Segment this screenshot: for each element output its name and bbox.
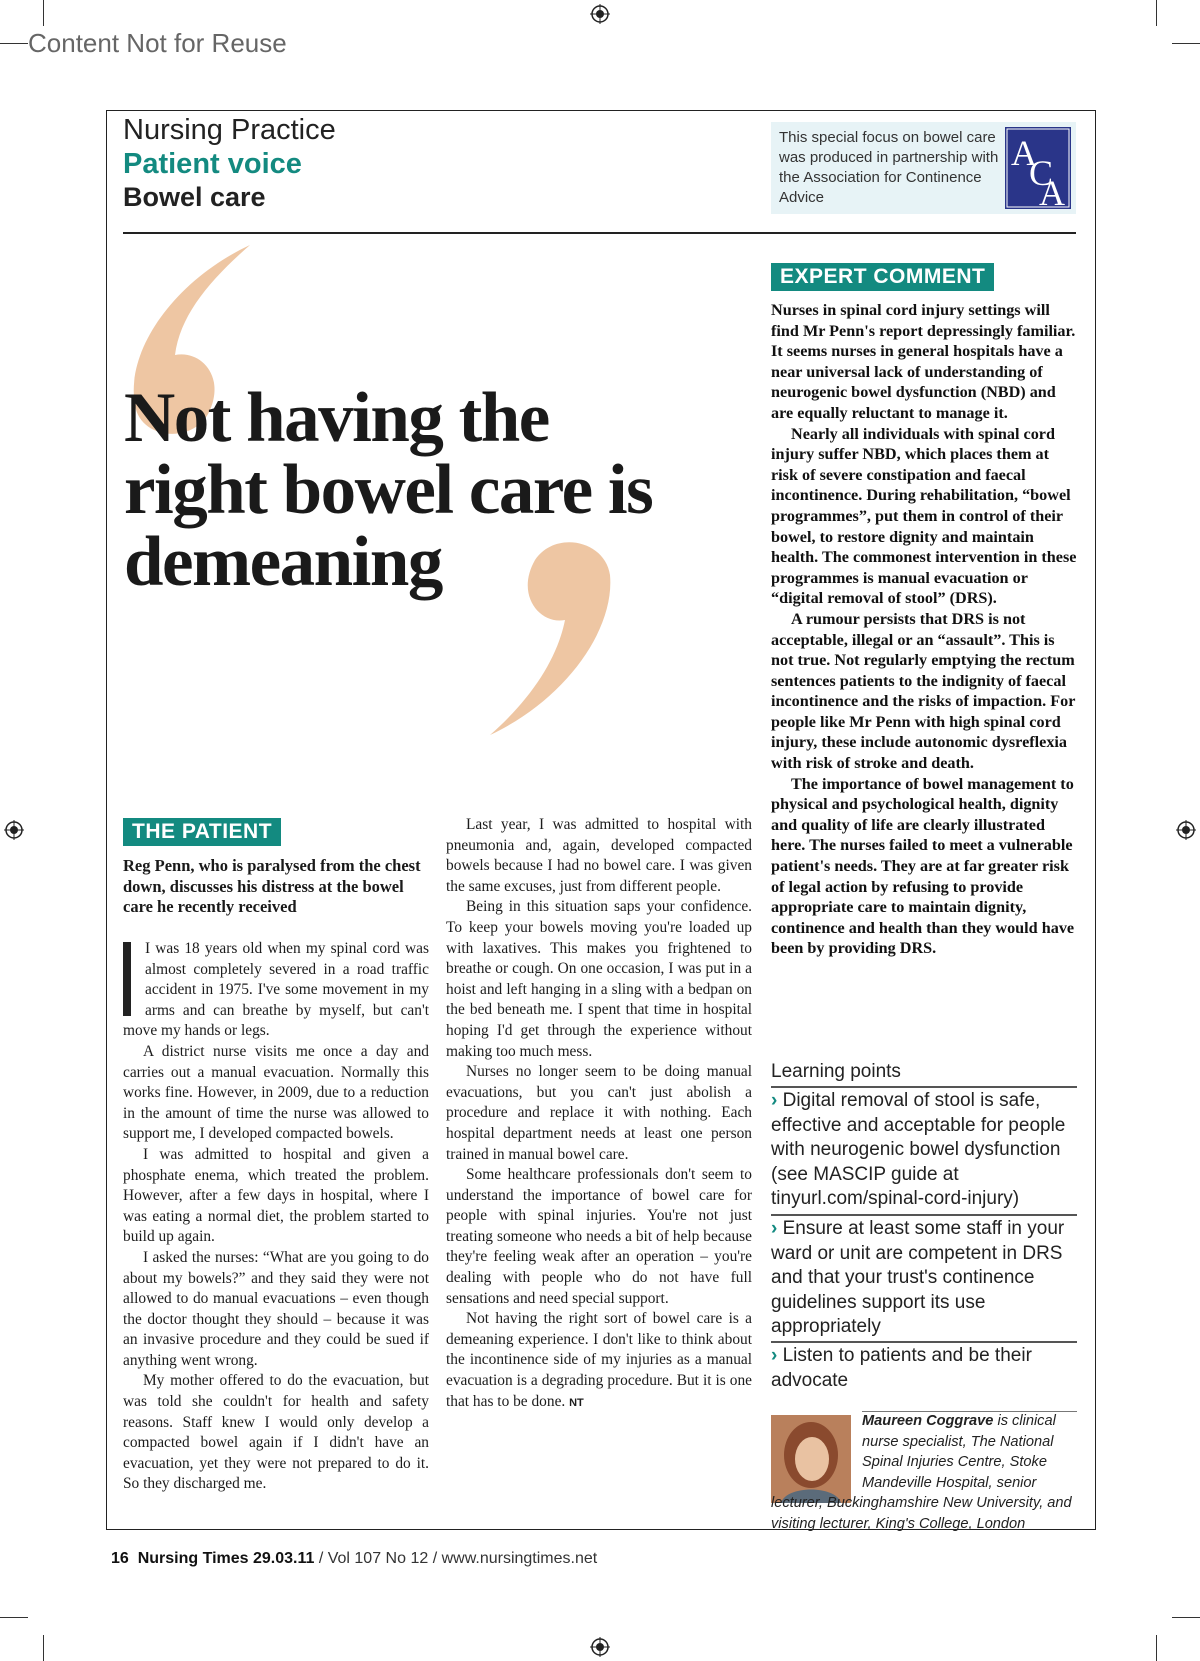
aca-logo-letter-c: C bbox=[1029, 153, 1054, 193]
website-url: www.nursingtimes.net bbox=[441, 1550, 598, 1567]
page-footer bbox=[111, 1550, 597, 1568]
crop-mark bbox=[1172, 1617, 1200, 1618]
author-bio bbox=[771, 1411, 1078, 1535]
registration-mark-icon bbox=[1176, 820, 1196, 840]
header-rule bbox=[123, 232, 1076, 234]
crop-mark bbox=[1156, 0, 1157, 26]
page-number: 16 bbox=[111, 1550, 129, 1567]
expert-comment-label: EXPERT COMMENT bbox=[771, 263, 994, 291]
article-column-1 bbox=[123, 939, 429, 1529]
publication-issue: Nursing Times 29.03.11 bbox=[137, 1550, 315, 1567]
watermark: Content Not for Reuse bbox=[28, 28, 287, 58]
headline: Not having the right bowel care is demeaning bbox=[124, 379, 653, 601]
crop-mark bbox=[0, 43, 28, 44]
end-mark: NT bbox=[569, 1396, 584, 1409]
expert-paragraph: The importance of bowel management to physical and psychological health, dignity and quality of life are clearly illustrated here. The nurses failed to meet a vulnerable patient's needs. They are at far greater risk of legal action by refusing to provide appropriate care to maintain dignity, continence and health than they would have been by providing DRS. bbox=[771, 774, 1075, 958]
crop-mark bbox=[43, 0, 44, 26]
article-paragraph: I was admitted to hospital and given a phosphate enema, which treated the problem. However, after a few days in hospital, where I was eating a normal diet, the problem started to build up again. bbox=[123, 1145, 429, 1246]
expert-comment bbox=[771, 300, 1078, 959]
learning-points-title: Learning points bbox=[771, 1061, 901, 1082]
crop-mark bbox=[43, 1635, 44, 1661]
chevron-right-icon: › bbox=[771, 1345, 778, 1366]
final-paragraph-text: Not having the right sort of bowel care is a demeaning experience. I don't like to think about the incontinence side of my injuries as a manual evacuation is a degrading procedure. But it is one that has to be done. bbox=[446, 1310, 752, 1410]
article-paragraph: A district nurse visits me once a day and carries out a manual evacuation. Normally this works fine. However, in 2009, due to a reduction in the amount of time the nurse was allowed to support me, I developed compacted bowels. bbox=[123, 1042, 429, 1143]
volume-info: / Vol 107 No 12 / bbox=[318, 1550, 438, 1567]
aca-logo bbox=[1005, 127, 1071, 209]
expert-paragraph: Nurses in spinal cord injury settings will find Mr Penn's report depressingly familiar. It seems nurses in general hospitals have a near universal lack of understanding of neurogenic bowel dysfunction (NBD) and are equally reluctant to manage it. bbox=[771, 301, 1076, 422]
learning-points-divider bbox=[771, 1341, 1077, 1343]
author-name: Maureen Coggrave bbox=[862, 1413, 994, 1429]
learning-point-text: Digital removal of stool is safe, effective and acceptable for people with neurogenic bowel dysfunction (see MASCIP guide at tinyurl.com/spinal-cord-injury) bbox=[771, 1090, 1066, 1209]
aca-logo-letter-a: A bbox=[1011, 133, 1037, 173]
crop-mark bbox=[1156, 1635, 1157, 1661]
article-paragraph: I was 18 years old when my spinal cord was almost completely severed in a road traffic accident in 1975. I've some movement in my arms and can breathe by myself, but can't move my hands or legs. bbox=[123, 940, 429, 1040]
subsection-kicker: Patient voice bbox=[123, 148, 302, 180]
crop-mark bbox=[1172, 43, 1200, 44]
learning-points-rule bbox=[771, 1086, 1077, 1088]
patient-section-label: THE PATIENT bbox=[123, 818, 281, 846]
expert-paragraph: Nearly all individuals with spinal cord injury suffer NBD, which places them at risk of severe constipation and faecal incontinence. During rehabilitation, “bowel programmes”, put them in control of their bowel, to restore dignity and maintain health. The commonest intervention in these programmes is manual evacuation or “digital removal of stool” (DRS). bbox=[771, 424, 1077, 608]
learning-points-divider bbox=[771, 1214, 1077, 1216]
section-kicker: Nursing Practice bbox=[123, 114, 336, 146]
learning-point bbox=[771, 1089, 1077, 1212]
article-paragraph: Being in this situation saps your confidence. To keep your bowels moving you're loaded up with laxatives. This makes you frightened to breathe or cough. On one occasion, I was put in a hoist and left hanging in a sling with a bedpan on the bed beneath me. I spent that time in hospital hoping I'd get through the experience without making too much mess. bbox=[446, 898, 752, 1060]
registration-mark-icon bbox=[590, 4, 610, 24]
chevron-right-icon: › bbox=[771, 1090, 778, 1111]
expert-paragraph: A rumour persists that DRS is not acceptable, illegal or an “assault”. This is not true. Not regularly emptying the rectum sentences patients to the indignity of faecal incontinence and the risks of impaction. For people like Mr Penn with high spinal cord injury, these include autonomic dysreflexia with risk of stroke and death. bbox=[771, 609, 1076, 773]
article-paragraph: Some healthcare professionals don't seem to understand the importance of bowel care for people with spinal injuries. You're not just treating someone who needs a bit of help because they're feeling weak after an operation – you're dealing with people who do not have full sensations and need special support. bbox=[446, 1166, 752, 1307]
learning-point bbox=[771, 1217, 1077, 1340]
article-paragraph: I asked the nurses: “What are you going to do about my bowels?” and they said they were not allowed to do manual evacuations – even though the doctor thought they should – because it was an invasive procedure and they could be sued if anything went wrong. bbox=[123, 1248, 429, 1369]
crop-mark bbox=[0, 1617, 28, 1618]
article-column-2 bbox=[446, 815, 752, 1529]
drop-cap-bar bbox=[123, 942, 131, 1016]
article-paragraph: Nurses no longer seem to be doing manual evacuations, but you can't just abolish a procedure and replace it with nothing. Each hospital department needs at least one person trained in manual bowel care. bbox=[446, 1063, 752, 1163]
article-paragraph: Last year, I was admitted to hospital with pneumonia and, again, developed compacted bowels because I had no bowel care. I was given the same excuses, just from different people. bbox=[446, 816, 752, 895]
learning-point-text: Ensure at least some staff in your ward or unit are competent in DRS and that your trust's continence guidelines support its use appropriately bbox=[771, 1218, 1065, 1337]
learning-point-text: Listen to patients and be their advocate bbox=[771, 1345, 1032, 1391]
article-paragraph bbox=[446, 1309, 752, 1413]
author-bio-text: is clinical nurse specialist, The National Spinal Injuries Centre, Stoke Mandeville Hospital, senior lecturer, Buckinghamshire New University, and visiting lecturer, King's College, London bbox=[771, 1413, 1072, 1532]
registration-mark-icon bbox=[4, 820, 24, 840]
learning-point bbox=[771, 1344, 1077, 1393]
standfirst: Reg Penn, who is paralysed from the chest down, discusses his distress at the bowel care he recently received bbox=[123, 856, 421, 916]
chevron-right-icon: › bbox=[771, 1218, 778, 1239]
article-paragraph: My mother offered to do the evacuation, but was told she couldn't for health and safety reasons. Staff knew I would only develop a compacted bowel again if I didn't have an evacuation, yet they were not prepared to do it. So they discharged me. bbox=[123, 1372, 429, 1493]
registration-mark-icon bbox=[590, 1637, 610, 1657]
partner-text: This special focus on bowel care was produced in partnership with the Association for Continence Advice bbox=[779, 129, 999, 206]
topic-kicker: Bowel care bbox=[123, 182, 266, 212]
aca-logo-letter-a2: A bbox=[1039, 173, 1065, 209]
